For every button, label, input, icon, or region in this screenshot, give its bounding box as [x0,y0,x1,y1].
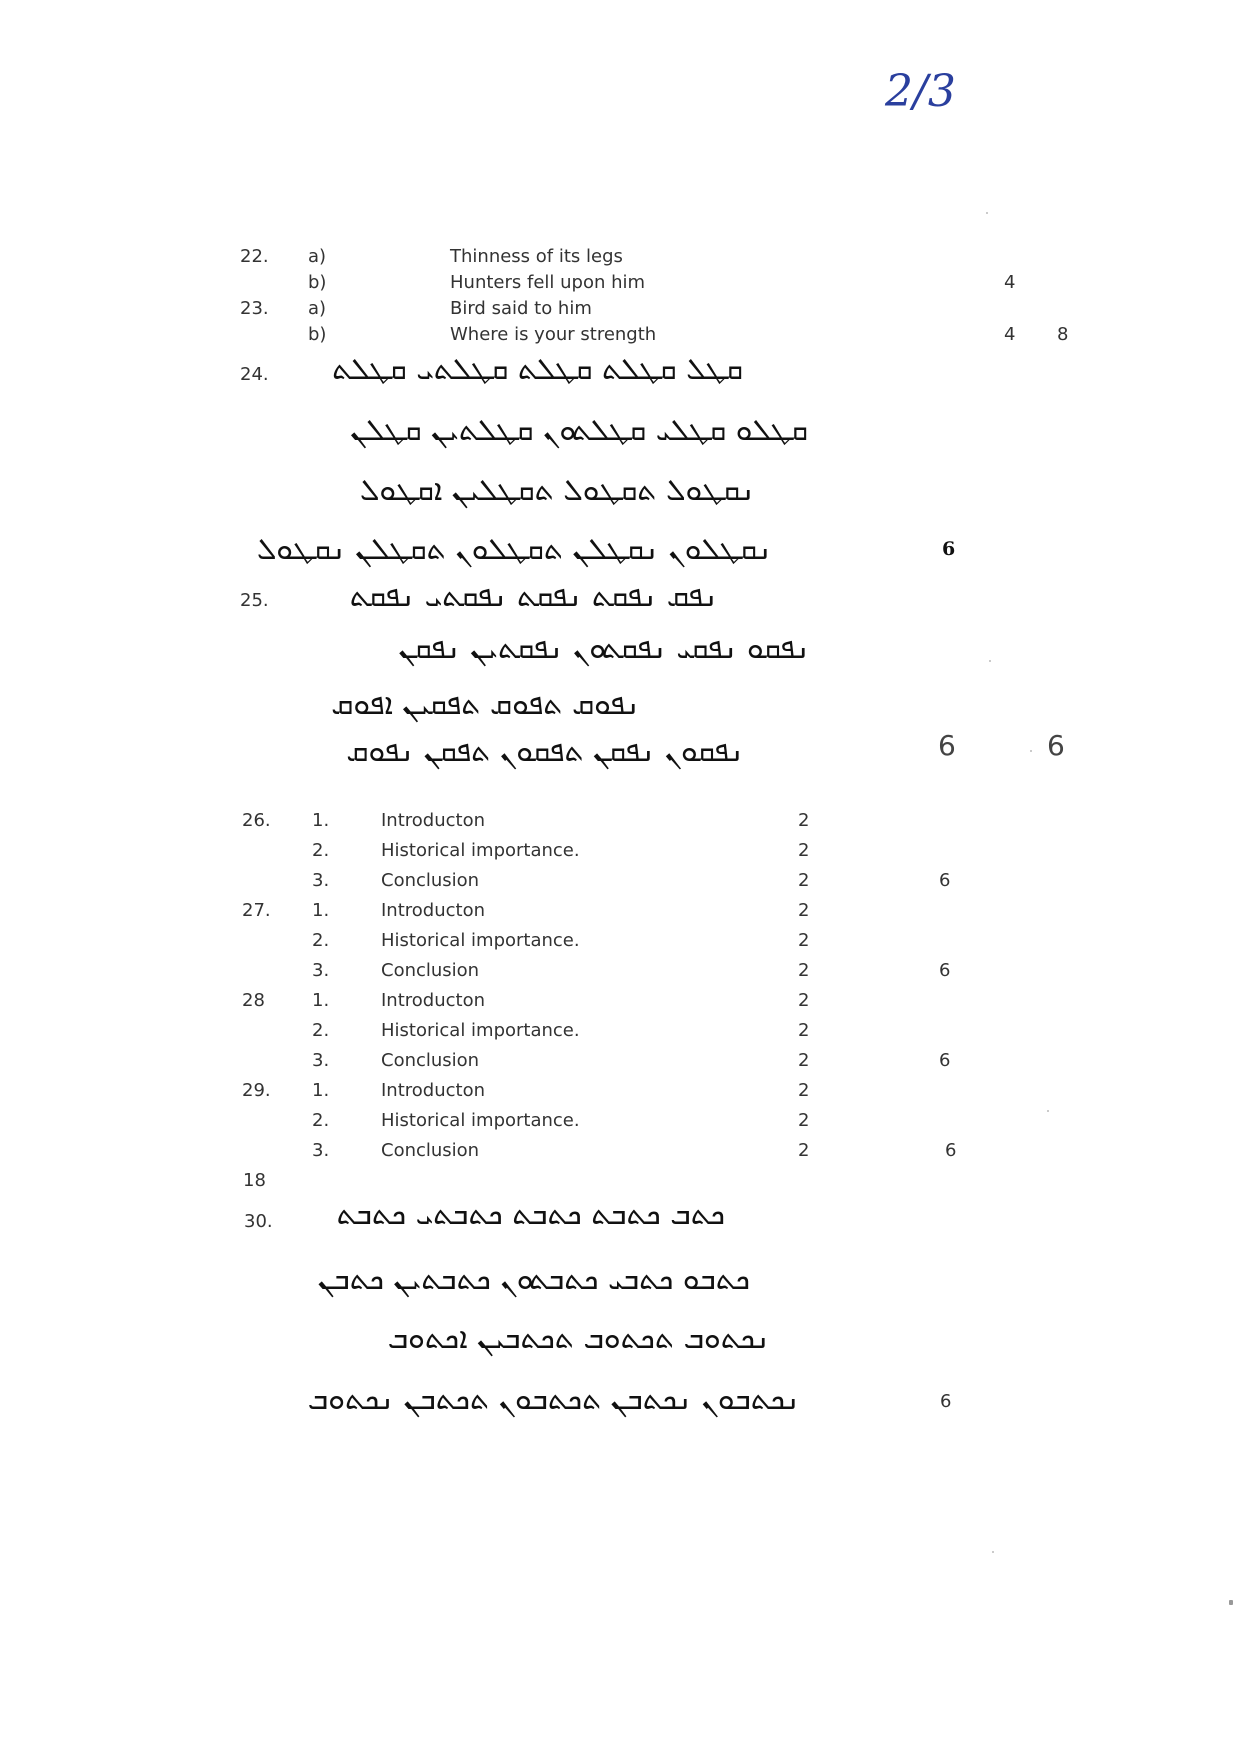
question-24-number: 24. [240,364,269,385]
q30-marks: 6 [940,1391,952,1412]
q29-item-2-number: 2. [312,1110,330,1131]
q29-item-3-text: Conclusion [381,1140,480,1161]
q23-a-text: Bird said to him [450,298,592,319]
scan-speck [1047,1110,1049,1112]
q29-item-3-number: 3. [312,1140,330,1161]
q29-item-2-mark: 2 [798,1110,810,1131]
q23-b-text: Where is your strength [450,324,657,345]
scan-speck [989,660,991,662]
q26-item-2-text: Historical importance. [381,840,580,861]
question-22-number: 22. [240,246,269,267]
q28-item-2-number: 2. [312,1020,330,1041]
q29-total: 6 [945,1140,957,1161]
q28-item-2-mark: 2 [798,1020,810,1041]
q30-syriac-line-1: ܟܬܒ ܟܬܒܬ ܟܬܒܬ ܟܬܒܬܝ ܟܬܒܬ [336,1197,725,1232]
q24-syriac-line-4: ܢܩܛܠܘܢ ܢܩܛܠܢ ܬܩܛܠܘܢ ܬܩܛܠܢ ܢܩܛܘܠ [256,532,772,567]
q26-item-2-number: 2. [312,840,330,861]
q24-marks: 6 [942,538,956,560]
q22-a-label: a) [308,246,327,267]
question-30-number: 30. [244,1211,273,1232]
q26-item-3-number: 3. [312,870,330,891]
q26-item-1-number: 1. [312,810,330,831]
q22-b-text: Hunters fell upon him [450,272,646,293]
q27-item-1-mark: 2 [798,900,810,921]
q27-total: 6 [939,960,951,981]
q26-item-1-text: Introducton [381,810,486,831]
question-28-number: 28 [242,990,265,1011]
q22-b-label: b) [308,272,327,293]
scan-speck [986,212,988,214]
q22-marks: 4 [1004,272,1016,293]
q28-item-3-text: Conclusion [381,1050,480,1071]
q22-a-text: Thinness of its legs [450,246,623,267]
q28-total: 6 [939,1050,951,1071]
q28-item-1-text: Introducton [381,990,486,1011]
q25-syriac-line-3: ܢܦܘܩ ܬܦܘܩ ܬܦܩܝܢ ܐܦܘܩ [331,687,640,722]
scan-speck [992,1551,994,1553]
q27-item-3-number: 3. [312,960,330,981]
q25-syriac-line-1: ܢܦܩ ܢܦܩܬ ܢܦܩܬ ܢܦܩܬܝ ܢܦܩܬ [349,579,718,614]
q26-item-3-text: Conclusion [381,870,480,891]
q26-total: 6 [939,870,951,891]
q24-syriac-line-2: ܩܛܠܘ ܩܛܠܝ ܩܛܠܬܘܢ ܩܛܠܬܝܢ ܩܛܠܢ [350,413,808,448]
q30-syriac-line-2: ܟܬܒܘ ܟܬܒܝ ܟܬܒܬܘܢ ܟܬܒܬܝܢ ܟܬܒܢ [317,1262,750,1297]
q27-item-2-mark: 2 [798,930,810,951]
q25-syriac-line-2: ܢܦܩܘ ܢܦܩܝ ܢܦܩܬܘܢ ܢܦܩܬܝܢ ܢܦܩܢ [398,631,810,666]
page-number-mark: 2/3 [885,66,956,117]
question-29-number: 29. [242,1080,271,1101]
q24-syriac-line-3: ܢܩܛܘܠ ܬܩܛܘܠ ܬܩܛܠܝܢ ܐܩܛܘܠ [359,473,755,508]
q28-item-2-text: Historical importance. [381,1020,580,1041]
q29-item-2-text: Historical importance. [381,1110,580,1131]
q30-syriac-line-4: ܢܟܬܒܘܢ ܢܟܬܒܢ ܬܟܬܒܘܢ ܬܟܬܒܢ ܢܟܬܘܒ [307,1382,800,1417]
q24-syriac-line-1: ܩܛܠ ܩܛܠܬ ܩܛܠܬ ܩܛܠܬܝ ܩܛܠܬ [332,352,743,387]
q28-item-1-mark: 2 [798,990,810,1011]
q28-item-3-mark: 2 [798,1050,810,1071]
q29-item-3-mark: 2 [798,1140,810,1161]
q29-item-1-text: Introducton [381,1080,486,1101]
question-26-number: 26. [242,810,271,831]
question-27-number: 27. [242,900,271,921]
q25-total: 6 [1047,729,1065,762]
q28-item-1-number: 1. [312,990,330,1011]
q23-a-label: a) [308,298,327,319]
question-23-number: 23. [240,298,269,319]
q23-b-label: b) [308,324,327,345]
q26-item-2-mark: 2 [798,840,810,861]
q25-marks: 6 [938,729,956,762]
q23-marks: 4 [1004,324,1016,345]
q27-item-2-text: Historical importance. [381,930,580,951]
subtotal-value: 18 [243,1170,266,1191]
q26-item-3-mark: 2 [798,870,810,891]
q25-syriac-line-4: ܢܦܩܘܢ ܢܦܩܢ ܬܦܩܘܢ ܬܦܩܢ ܢܦܘܩ [346,734,744,769]
q28-item-3-number: 3. [312,1050,330,1071]
q23-total: 8 [1057,324,1069,345]
q27-item-2-number: 2. [312,930,330,951]
question-25-number: 25. [240,590,269,611]
q27-item-3-mark: 2 [798,960,810,981]
q27-item-1-text: Introducton [381,900,486,921]
scan-speck [1030,750,1032,752]
q30-syriac-line-3: ܢܟܬܘܒ ܬܟܬܘܒ ܬܟܬܒܝܢ ܐܟܬܘܒ [387,1321,770,1356]
q27-item-3-text: Conclusion [381,960,480,981]
q26-item-1-mark: 2 [798,810,810,831]
q29-item-1-number: 1. [312,1080,330,1101]
q27-item-1-number: 1. [312,900,330,921]
q29-item-1-mark: 2 [798,1080,810,1101]
scan-speck [1229,1600,1233,1605]
